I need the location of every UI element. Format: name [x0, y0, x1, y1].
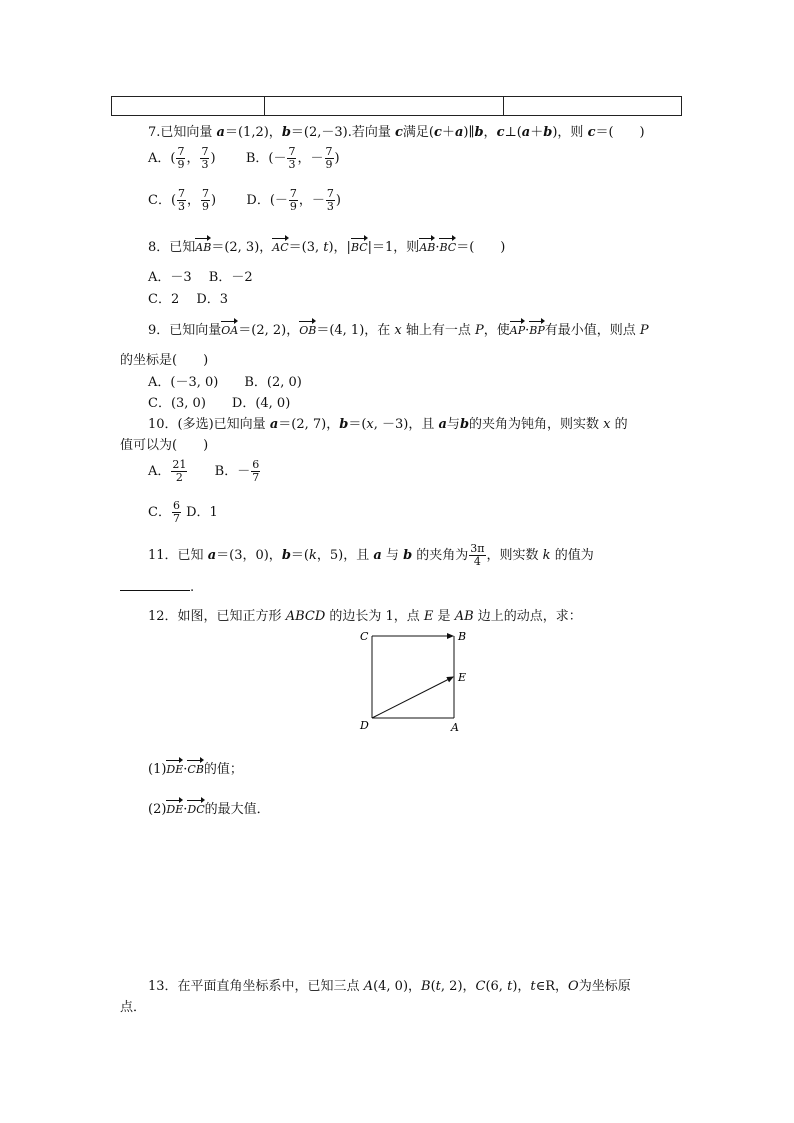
question-7-options-ab: A．( $\frac{7}{9}$ ， $\frac{7}{3}$ ) B．(－ $\frac{7}{3}$ ，－ $\frac{7}{9}$ )	[148, 145, 340, 171]
question-9-stem-line2: 的坐标是( )	[120, 353, 209, 368]
table-divider	[264, 97, 265, 115]
fraction: $\frac{7}{3}$	[288, 145, 296, 171]
fraction: $\frac{7}{9}$	[325, 145, 333, 171]
question-10-stem: 10．(多选)已知向量 a＝(2, 7)，b＝(x, －3)，且 a与b的夹角为钝角，则实数 x 的	[148, 417, 628, 432]
label-c: C	[360, 630, 369, 643]
question-9-options-ab: A．(－3, 0) B．(2, 0)	[148, 375, 302, 390]
header-table	[111, 96, 682, 116]
label-b: B	[458, 630, 467, 643]
question-12-stem: 12．如图，已知正方形 ABCD 的边长为 1，点 E 是 AB 边上的动点，求：	[148, 609, 582, 624]
fraction: $\frac{6}{7}$	[252, 458, 260, 484]
question-9-stem: 9．已知向量OA＝(2, 2)，OB＝(4, 1)，在 x 轴上有一点 P，使AP·BP有最小值，则点 P	[148, 323, 649, 338]
question-8-stem: 8．已知AB＝(2, 3)，AC＝(3, t)，|BC|＝1，则AB·BC＝( )	[148, 240, 506, 255]
question-12-part-2: (2)DE·DC的最大值．	[148, 802, 270, 817]
question-10-options-ab: A． $\frac{21}{2}$ B．－ $\frac{6}{7}$	[148, 458, 260, 484]
vector-de	[372, 677, 453, 718]
fraction: $\frac{7}{9}$	[177, 145, 185, 171]
question-13-stem: 13．在平面直角坐标系中，已知三点 A(4, 0)，B(t, 2)，C(6, t)，t∈R，O为坐标原	[148, 979, 631, 994]
answer-blank[interactable]	[120, 578, 190, 591]
label-e: E	[458, 671, 467, 684]
fraction: $\frac{7}{3}$	[326, 187, 334, 213]
question-11-answer-line: .	[120, 578, 194, 595]
fraction: $\frac{21}{2}$	[172, 458, 187, 484]
question-10-stem-line2: 值可以为( )	[120, 438, 209, 453]
label-a: A	[451, 721, 459, 734]
question-8-options-cd: C．2 D．3	[148, 292, 229, 307]
question-7-options-cd: C．( $\frac{7}{3}$ ， $\frac{7}{9}$ ) D．(－ $\frac{7}{9}$ ，－ $\frac{7}{3}$ )	[148, 187, 341, 213]
question-11-stem: 11．已知 a＝(3，0)，b＝(k，5)，且 a 与 b 的夹角为 $\frac{3\pi}{4}$ ，则实数 k 的值为	[148, 542, 594, 568]
question-12-part-1: (1)DE·CB的值；	[148, 762, 243, 777]
question-10-options-cd: C． $\frac{6}{7}$ D．1	[148, 499, 218, 525]
fraction: $\frac{7}{9}$	[202, 187, 210, 213]
fraction: $\frac{3\pi}{4}$	[470, 542, 485, 568]
label-d: D	[360, 719, 369, 732]
square-figure	[350, 625, 480, 740]
question-8-options-ab: A．－3 B．－2	[148, 270, 253, 285]
fraction: $\frac{6}{7}$	[172, 499, 180, 525]
table-divider	[503, 97, 504, 115]
question-7-stem: 7.已知向量 a＝(1,2)，b＝(2,－3).若向量 c满足(c＋a)∥b，c⊥(a＋b)，则 c＝( )	[148, 125, 645, 140]
fraction: $\frac{7}{3}$	[178, 187, 186, 213]
question-9-options-cd: C．(3, 0) D．(4, 0)	[148, 396, 291, 411]
fraction: $\frac{7}{3}$	[201, 145, 209, 171]
fraction: $\frac{7}{9}$	[289, 187, 297, 213]
question-13-stem-line2: 点．	[120, 1000, 147, 1015]
